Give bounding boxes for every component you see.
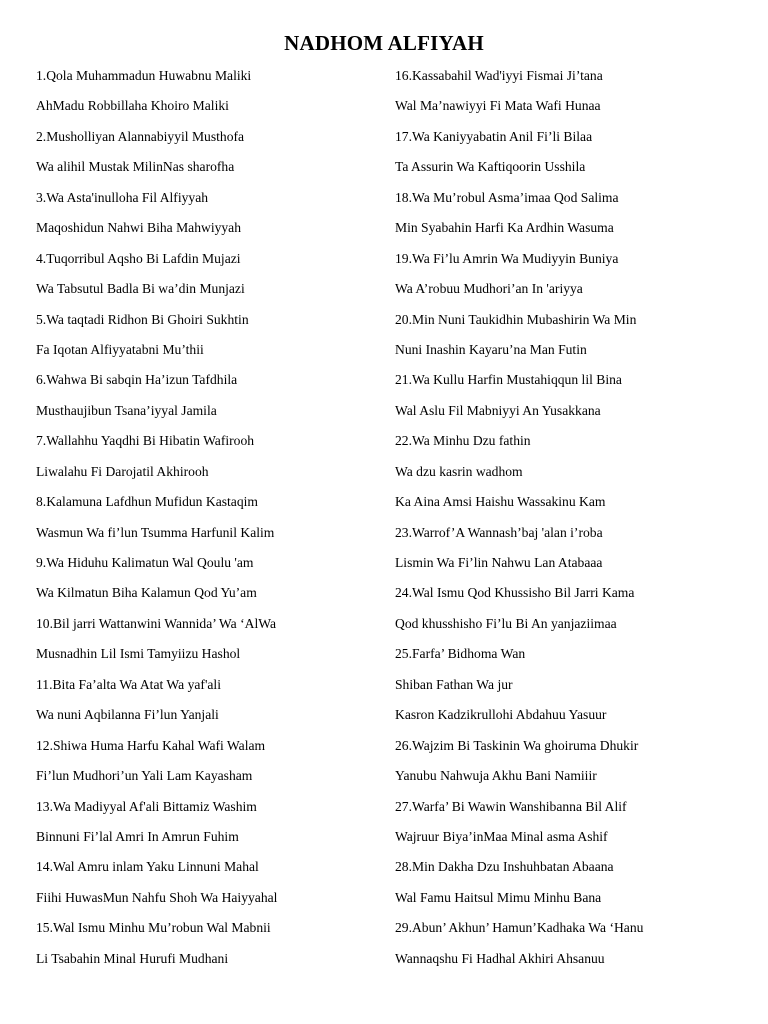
verse-line: Nuni Inashin Kayaru’na Man Futin xyxy=(395,341,587,357)
verse-line: 21.Wa Kullu Harfin Mustahiqqun lil Bina xyxy=(395,372,622,388)
verse-line: 11.Bita Fa’alta Wa Atat Wa yaf'ali xyxy=(36,676,221,692)
verse-line: Binnuni Fi’lal Amri In Amrun Fuhim xyxy=(36,828,239,844)
verse-line: Kasron Kadzikrullohi Abdahuu Yasuur xyxy=(395,707,607,723)
verse-line: 20.Min Nuni Taukidhin Mubashirin Wa Min xyxy=(395,311,637,327)
verse-line: Ka Aina Amsi Haishu Wassakinu Kam xyxy=(395,494,606,510)
verse-line: Fiihi HuwasMun Nahfu Shoh Wa Haiyyahal xyxy=(36,889,278,905)
verse-line: 12.Shiwa Huma Harfu Kahal Wafi Walam xyxy=(36,737,266,753)
verse-line: 10.Bil jarri Wattanwini Wannida’ Wa ‘AlWa xyxy=(36,615,276,631)
verse-line: 23.Warrof’A Wannash’baj 'alan i’roba xyxy=(395,524,603,540)
verse-line: Liwalahu Fi Darojatil Akhirooh xyxy=(36,463,209,479)
verse-line: Li Tsabahin Minal Hurufi Mudhani xyxy=(36,950,229,966)
verse-line: Yanubu Nahwuja Akhu Bani Namiiir xyxy=(395,768,597,784)
verse-line: 28.Min Dakha Dzu Inshuhbatan Abaana xyxy=(395,859,614,875)
verse-line: Wal Famu Haitsul Mimu Minhu Bana xyxy=(395,889,602,905)
verse-line: 27.Warfa’ Bi Wawin Wanshibanna Bil Alif xyxy=(395,798,627,814)
verse-line: 15.Wal Ismu Minhu Mu’robun Wal Mabnii xyxy=(36,920,271,936)
verse-line: 9.Wa Hiduhu Kalimatun Wal Qoulu 'am xyxy=(36,555,254,570)
verse-line: Wasmun Wa fi’lun Tsumma Harfunil Kalim xyxy=(36,524,275,540)
verse-line: 13.Wa Madiyyal Af'ali Bittamiz Washim xyxy=(36,798,257,814)
verse-line: Wa dzu kasrin wadhom xyxy=(395,463,523,479)
verse-line: Fi’lun Mudhori’un Yali Lam Kayasham xyxy=(36,768,253,784)
verse-line: 24.Wal Ismu Qod Khussisho Bil Jarri Kama xyxy=(395,585,635,601)
verse-line: Wa alihil Mustak MilinNas sharofha xyxy=(36,159,235,175)
verse-line: Fa Iqotan Alfiyyatabni Mu’thii xyxy=(36,341,204,357)
verse-line: 5.Wa taqtadi Ridhon Bi Ghoiri Sukhtin xyxy=(36,311,249,327)
verse-line: 22.Wa Minhu Dzu fathin xyxy=(395,433,531,449)
verse-line: Lismin Wa Fi’lin Nahwu Lan Atabaaa xyxy=(395,555,603,570)
left-column xyxy=(36,66,376,979)
verse-line: Wa Tabsutul Badla Bi wa’din Munjazi xyxy=(36,281,245,297)
verse-line: Min Syabahin Harfi Ka Ardhin Wasuma xyxy=(395,220,614,236)
verse-line: Wajruur Biya’inMaa Minal asma Ashif xyxy=(395,828,608,844)
verse-line: 25.Farfa’ Bidhoma Wan xyxy=(395,646,526,662)
verse-line: Wa nuni Aqbilanna Fi’lun Yanjali xyxy=(36,707,219,723)
verse-line: Musnadhin Lil Ismi Tamyiizu Hashol xyxy=(36,646,241,662)
verse-line: AhMadu Robbillaha Khoiro Maliki xyxy=(36,98,229,114)
document-title: NADHOM ALFIYAH xyxy=(284,31,484,55)
verse-line: 3.Wa Asta'inulloha Fil Alfiyyah xyxy=(36,189,209,205)
verse-line: 4.Tuqorribul Aqsho Bi Lafdin Mujazi xyxy=(36,250,241,266)
verse-line: 6.Wahwa Bi sabqin Ha’izun Tafdhila xyxy=(36,372,238,388)
verse-line: 16.Kassabahil Wad'iyyi Fismai Ji’tana xyxy=(395,68,603,83)
verse-line: 2.Musholliyan Alannabiyyil Musthofa xyxy=(36,128,245,144)
verse-line: Wa A’robuu Mudhori’an In 'ariyya xyxy=(395,281,583,297)
verse-line: Wal Aslu Fil Mabniyyi An Yusakkana xyxy=(395,402,601,418)
verse-line: Ta Assurin Wa Kaftiqoorin Usshila xyxy=(395,159,586,175)
verse-line: 7.Wallahhu Yaqdhi Bi Hibatin Wafirooh xyxy=(36,433,255,449)
verse-line: Qod khusshisho Fi’lu Bi An yanjaziimaa xyxy=(395,615,617,631)
verse-line: 17.Wa Kaniyyabatin Anil Fi’li Bilaa xyxy=(395,128,593,144)
right-column xyxy=(395,66,745,979)
verse-line: Shiban Fathan Wa jur xyxy=(395,676,513,692)
verse-line: 26.Wajzim Bi Taskinin Wa ghoiruma Dhukir xyxy=(395,737,639,753)
verse-line: Maqoshidun Nahwi Biha Mahwiyyah xyxy=(36,220,242,236)
verse-line: 14.Wal Amru inlam Yaku Linnuni Mahal xyxy=(36,859,259,875)
verse-line: Musthaujibun Tsana’iyyal Jamila xyxy=(36,402,217,418)
verse-line: 8.Kalamuna Lafdhun Mufidun Kastaqim xyxy=(36,494,258,510)
verse-line: 19.Wa Fi’lu Amrin Wa Mudiyyin Buniya xyxy=(395,250,619,266)
verse-line: 1.Qola Muhammadun Huwabnu Maliki xyxy=(36,68,252,83)
verse-line: 29.Abun’ Akhun’ Hamun’Kadhaka Wa ‘Hanu xyxy=(395,920,644,936)
verse-line: 18.Wa Mu’robul Asma’imaa Qod Salima xyxy=(395,189,619,205)
verse-line: Wa Kilmatun Biha Kalamun Qod Yu’am xyxy=(36,585,257,601)
verse-line: Wal Ma’nawiyyi Fi Mata Wafi Hunaa xyxy=(395,98,601,114)
verse-line: Wannaqshu Fi Hadhal Akhiri Ahsanuu xyxy=(395,950,605,966)
